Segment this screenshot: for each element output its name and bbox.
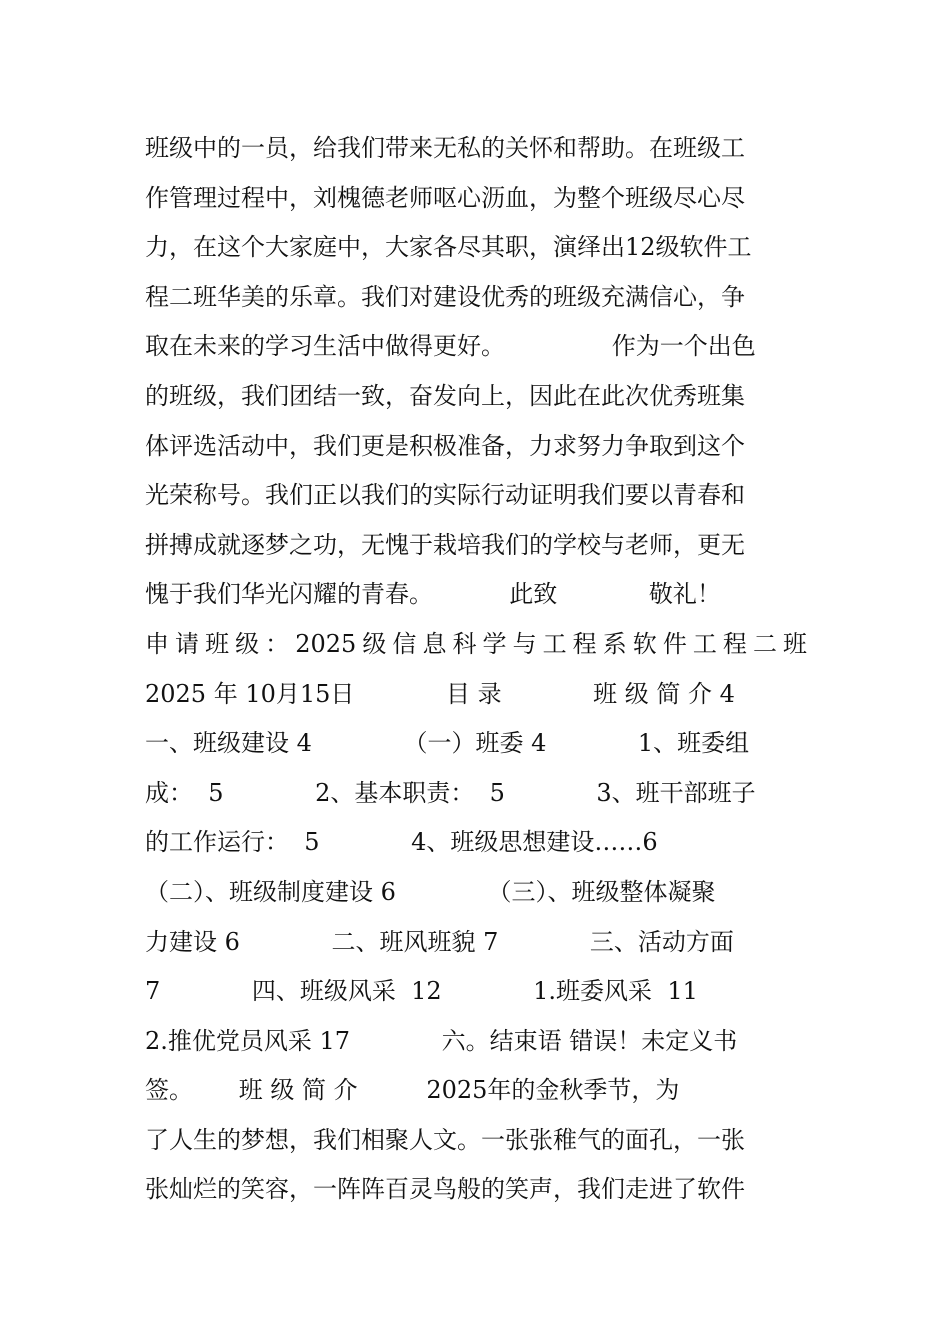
text-line: 张灿烂的笑容，一阵阵百灵鸟般的笑声，我们走进了软件 xyxy=(145,1175,745,1204)
text-line: 愧于我们华光闪耀的青春。 此致 敬礼！ xyxy=(145,580,721,609)
text-line: 光荣称号。我们正以我们的实际行动证明我们要以青春和 xyxy=(145,481,745,510)
text-line: 力，在这个大家庭中，大家各尽其职，演绎出12级软件工 xyxy=(145,233,752,262)
text-line: 2025 年 10月15日 目 录 班 级 简 介 4 xyxy=(145,679,735,708)
text-line: 拼搏成就逐梦之功，无愧于栽培我们的学校与老师，更无 xyxy=(145,530,745,559)
text-line: 的工作运行： 5 4、班级思想建设……6 xyxy=(145,828,658,857)
text-line: 班级中的一员，给我们带来无私的关怀和帮助。在班级工 xyxy=(145,134,745,162)
text-line: 取在未来的学习生活中做得更好。 作为一个出色 xyxy=(145,332,756,361)
text-line: 签。 班 级 简 介 2025年的金秋季节，为 xyxy=(145,1076,680,1105)
text-line: 申请班级：2025级信息科学与工程系软件工程二班 xyxy=(145,629,807,658)
text-line: 7 四、班级风采 12 1.班委风采 11 xyxy=(145,977,698,1006)
text-line: 的班级，我们团结一致，奋发向上，因此在此次优秀班集 xyxy=(145,381,745,410)
document-body xyxy=(145,124,807,1215)
text-line: （二）、班级制度建设 6 （三）、班级整体凝聚 xyxy=(145,877,716,906)
text-line: 力建设 6 二、班风班貌 7 三、活动方面 xyxy=(145,927,734,956)
text-line: 作管理过程中，刘槐德老师呕心沥血，为整个班级尽心尽 xyxy=(145,183,745,212)
text-line: 了人生的梦想，我们相聚人文。一张张稚气的面孔，一张 xyxy=(145,1125,745,1154)
text-line: 体评选活动中，我们更是积极准备，力求努力争取到这个 xyxy=(145,431,745,460)
text-line: 程二班华美的乐章。我们对建设优秀的班级充满信心，争 xyxy=(145,282,745,311)
text-line: 2.推优党员风采 17 六。结束语 错误！未定义书 xyxy=(145,1026,738,1055)
text-line: 成： 5 2、基本职责： 5 3、班干部班子 xyxy=(145,778,756,807)
text-line: 一、班级建设 4 （一）班委 4 1、班委组 xyxy=(145,729,750,758)
